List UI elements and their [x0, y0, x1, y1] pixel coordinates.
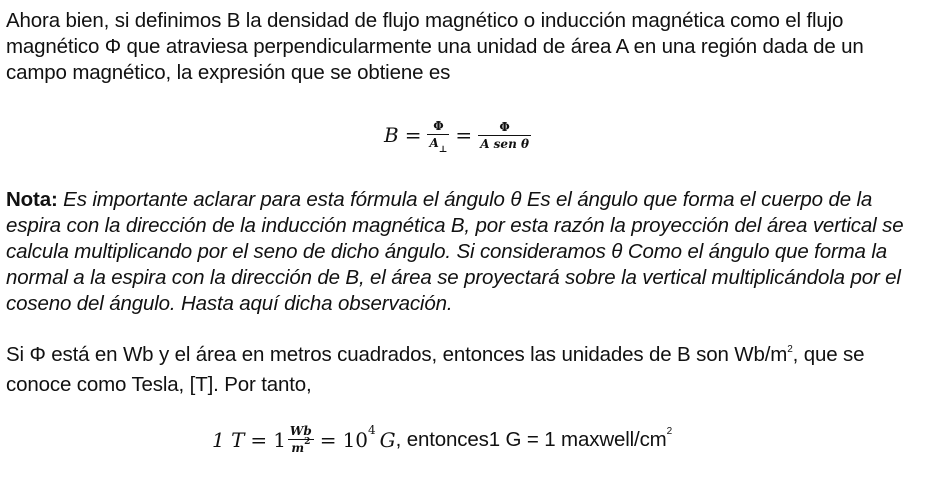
note-paragraph	[6, 187, 921, 317]
formula2-power-base: 10	[342, 428, 369, 452]
formula2-frac-den-sup: 2	[304, 436, 311, 447]
units-text-end: , que se conoce como Tesla, [T]. Por tanto,	[6, 343, 865, 396]
formula2-frac-numerator: Wb	[289, 423, 312, 438]
formula2-equals-1: =	[250, 428, 268, 452]
perpendicular-subscript: ⊥	[438, 144, 448, 155]
formula2-tail-sup: 2	[666, 425, 673, 437]
formula1-fraction-2	[478, 119, 531, 152]
formula2-power-group	[342, 423, 673, 452]
note-body: Es importante aclarar para esta fórmula el ángulo θ Es el ángulo que forma el cuerpo de la espira con la dirección de la inducción magnética B, por esta razón la proyección del área vertical se calcula multiplicando por el seno de dicho ángulo. Si consideramos θ Como el ángulo que forma la normal a la espira con la dirección de B, el área se proyectará sobre la vertical multiplicándola por el coseno del ángulo. Hasta aquí dicha observación.	[6, 188, 904, 315]
formula2-coefficient-group	[273, 423, 314, 458]
formula1-equals-2: =	[455, 123, 473, 147]
tesla-conversion-formula	[212, 420, 672, 470]
units-paragraph	[6, 342, 921, 398]
formula1-frac2-numerator: Φ	[499, 119, 510, 134]
units-text: Si Φ está en Wb y el área en metros cuadrados, entonces las unidades de B son Wb/m	[6, 343, 788, 366]
formula1-equals-1: =	[404, 123, 422, 147]
formula2-lhs: 1 T	[212, 428, 245, 452]
formula2-fraction	[288, 423, 314, 458]
formula1-fraction-1	[427, 118, 449, 153]
formula1-lhs: B	[384, 123, 399, 147]
formula2-power-exp: 4	[368, 423, 376, 437]
formula2-tail-text: , entonces	[395, 428, 489, 451]
formula1-frac1-den-var: A	[429, 135, 439, 150]
note-label: Nota:	[6, 188, 58, 211]
formula1-frac1-denominator	[427, 134, 449, 153]
formula2-tail-inline: 1 G = 1 maxwell/cm	[488, 428, 667, 451]
formula2-frac-denominator	[288, 436, 314, 458]
formula1-frac1-numerator: Φ	[433, 118, 444, 133]
flux-density-formula	[384, 115, 537, 165]
formula2-unit: G	[379, 428, 396, 452]
formula2-coefficient: 1	[273, 428, 286, 452]
formula1-frac2-denominator: A sen θ	[480, 136, 529, 151]
formula2-frac-den-var: m	[291, 440, 305, 455]
units-superscript: 2	[787, 344, 793, 355]
intro-paragraph: Ahora bien, si definimos B la densidad de flujo magnético o inducción magnética como el flujo magnético Φ que atraviesa perpendicularmente una unidad de área A en una región dada de un campo magnético, la expresión que se obtiene es	[6, 9, 864, 84]
formula2-equals-2: =	[319, 428, 337, 452]
